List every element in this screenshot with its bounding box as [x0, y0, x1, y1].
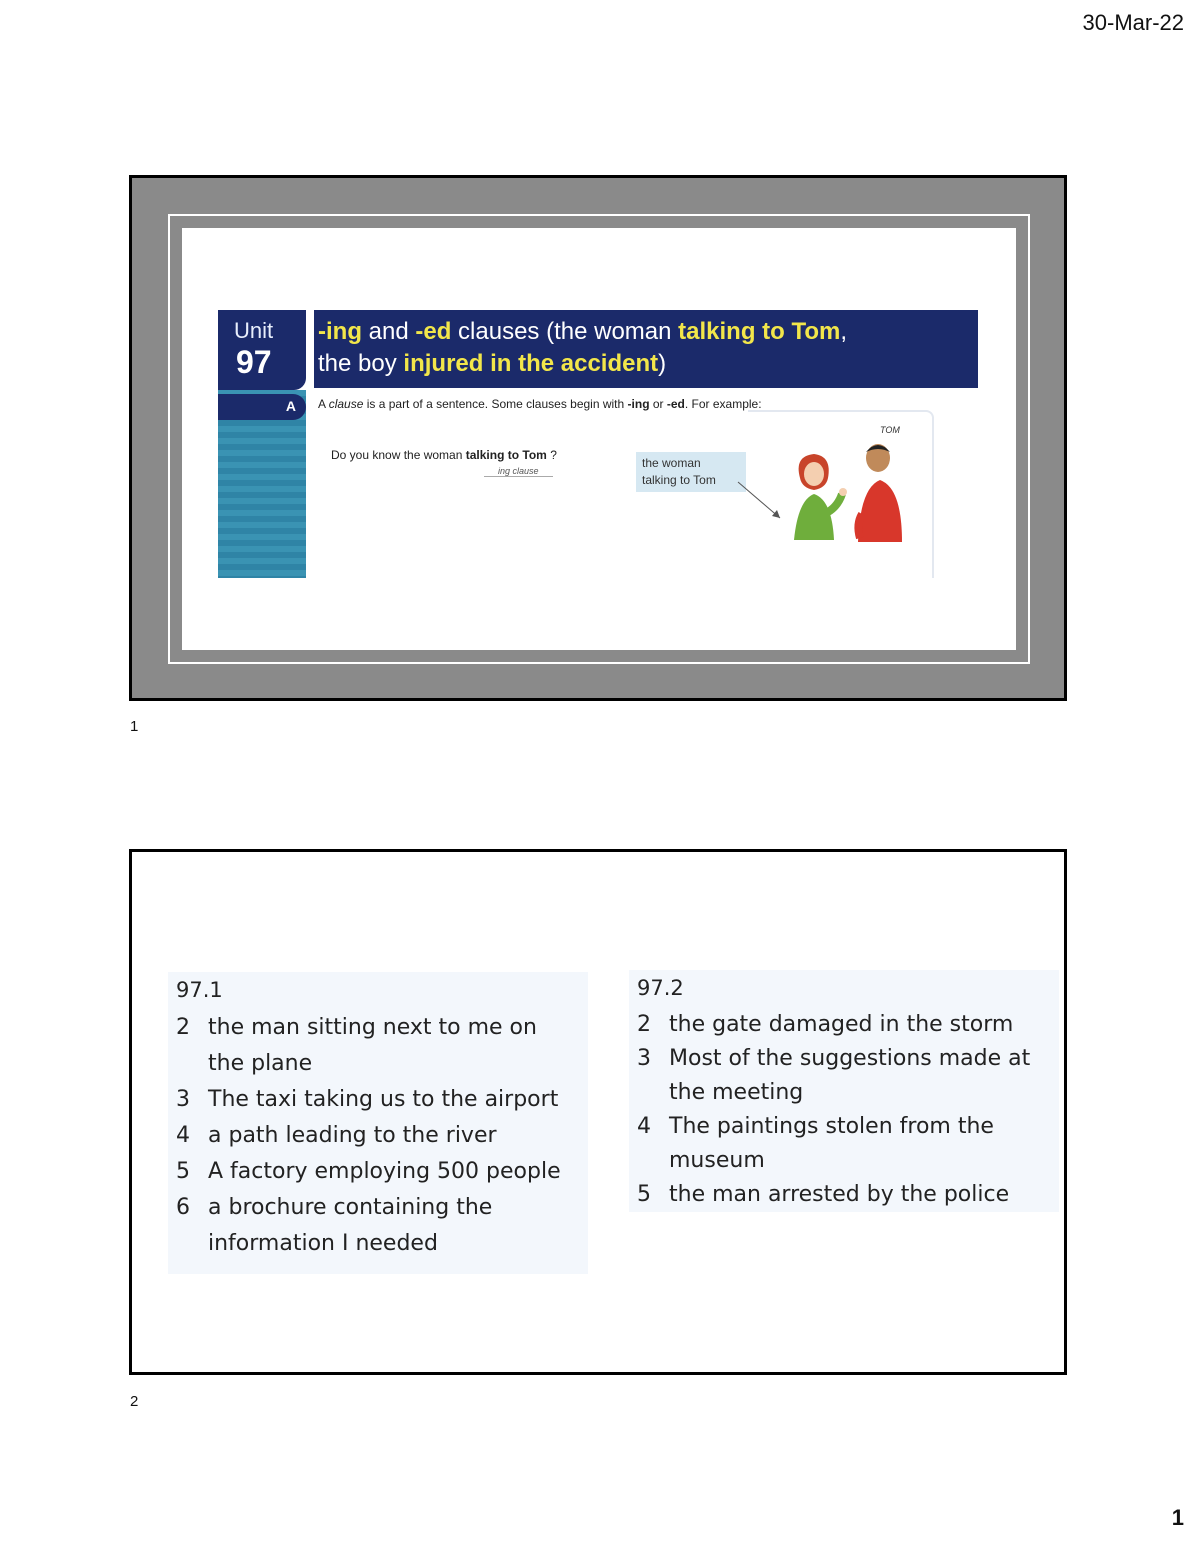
answer-item: 5 A factory employing 500 people: [176, 1159, 561, 1184]
unit-title-bar: [314, 310, 978, 388]
answer-item: 6 a brochure containing the information I needed: [176, 1195, 493, 1256]
print-date: 30-Mar-22: [1082, 10, 1184, 35]
tom-figure: [858, 444, 902, 542]
answer-item: 5 the man arrested by the police: [637, 1182, 1010, 1207]
woman-figure: [794, 454, 847, 540]
unit-label: Unit: [234, 318, 274, 343]
answer-item: 3 Most of the suggestions made at the meeting: [637, 1046, 1031, 1105]
slide-content: [182, 228, 1016, 650]
answers-97-1: [168, 972, 588, 1274]
slide-2: [129, 849, 1067, 1375]
intro-text: A clause is a part of a sentence. Some clauses begin with -ing or -ed. For example:: [318, 397, 762, 411]
unit-title-line-2: the boy injured in the accident): [318, 350, 667, 377]
callout-pointer: [738, 482, 780, 518]
answer-item: 2 the gate damaged in the storm: [637, 1012, 1014, 1037]
slide-frame: [168, 214, 1030, 664]
illustration-label: TOM: [880, 425, 900, 435]
slide-number-1: 1: [130, 718, 139, 735]
callout-arrowhead: [772, 510, 780, 518]
unit-badge: [218, 310, 306, 390]
example-sentence: Do you know the woman talking to Tom ?: [331, 448, 557, 462]
unit-title-line-1: -ing and -ed clauses (the woman talking to Tom,: [318, 318, 848, 345]
answer-item: 3 The taxi taking us to the airport: [176, 1087, 559, 1112]
page-number: 1: [1171, 1505, 1184, 1530]
section-tab: [218, 394, 306, 420]
slide-1: [129, 175, 1067, 701]
callout-line-1: the woman: [642, 456, 701, 470]
exercise-heading: 97.2: [637, 976, 684, 1000]
slide-number-2: 2: [130, 1393, 139, 1410]
woman-and-tom-illustration: [728, 430, 928, 578]
answers-97-2: [629, 970, 1059, 1212]
answer-item: 2 the man sitting next to me on the plane: [176, 1015, 537, 1076]
callout-line-2: talking to Tom: [642, 473, 716, 487]
unit-number: 97: [236, 344, 272, 380]
answer-item: 4 a path leading to the river: [176, 1123, 497, 1148]
answer-item: 4 The paintings stolen from the museum: [637, 1114, 994, 1173]
section-letter: A: [285, 398, 296, 414]
book-excerpt-image: [218, 310, 978, 578]
exercise-heading: 97.1: [176, 978, 223, 1002]
clause-tag: ing clause: [484, 466, 553, 477]
